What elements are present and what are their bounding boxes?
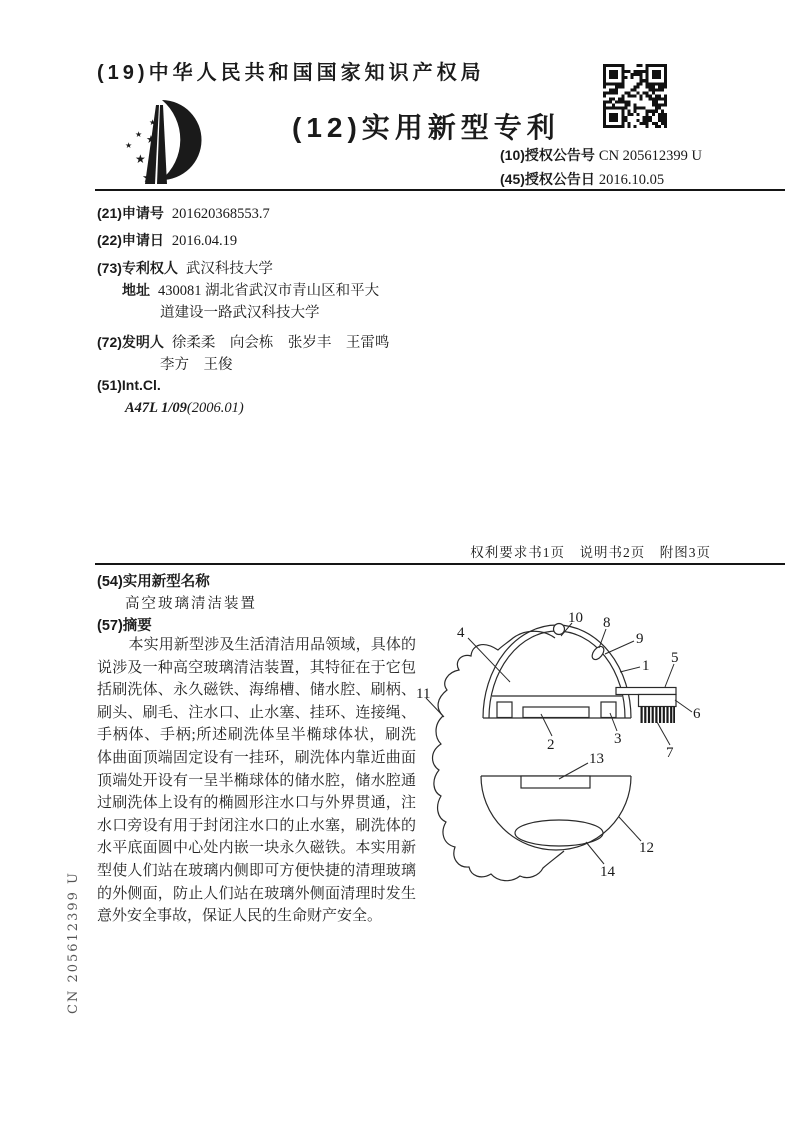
svg-text:★: ★ — [125, 141, 133, 150]
svg-text:★: ★ — [142, 171, 154, 186]
application-date-label: (22)申请日 — [97, 232, 164, 248]
figure-label-8: 8 — [603, 615, 611, 631]
svg-text:★: ★ — [135, 130, 143, 139]
figure-label-4: 4 — [457, 625, 465, 641]
inventors-line2: 李方 王俊 — [160, 357, 233, 373]
abstract-section-label: (57)摘要 — [97, 618, 152, 634]
figure-label-3: 3 — [614, 731, 622, 747]
address-line1: 430081 湖北省武汉市青山区和平大 — [158, 283, 380, 299]
figure-label-9: 9 — [636, 631, 644, 647]
application-date-row — [97, 230, 237, 250]
qr-code-icon — [603, 64, 667, 128]
figure-label-6: 6 — [693, 706, 701, 722]
pages-info: 权利要求书1页 说明书2页 附图3页 — [470, 545, 711, 560]
address-line2: 道建设一路武汉科技大学 — [160, 305, 320, 321]
pub-number-row — [500, 145, 702, 165]
figure-label-14: 14 — [600, 864, 615, 880]
pub-date-label: (45)授权公告日 — [500, 171, 595, 187]
application-number-row — [97, 203, 270, 223]
int-cl-year: (2006.01) — [186, 400, 244, 416]
header-divider — [95, 189, 785, 191]
svg-text:★: ★ — [146, 133, 156, 146]
int-cl-value-row — [125, 399, 244, 417]
abstract-text: 本实用新型涉及生活清洁用品领域，具体的说涉及一种高空玻璃清洁装置，其特征在于它包括刷洗体、永久磁铁、海绵槽、储水腔、刷柄、刷头、刷毛、注水口、止水塞、挂环、连接绳、手柄体、手柄;所述刷洗体呈半椭球体状，刷洗体曲面顶端固定设有一挂环，刷洗体内靠近曲面顶端处开设有一呈半椭球体的储水腔，储水腔通过刷洗体上设有的椭圆形注水口与外界贯通，注水口旁设有用于封闭注水口的止水塞，刷洗体的水平底面圆中心处内嵌一块永久磁铁。本实用新型使人们站在玻璃内侧即可方便快捷的清理玻璃的外侧面，防止人们站在玻璃外侧面清理时发生意外安全事故，保证人民的生命财产安全。 — [97, 637, 416, 925]
pub-date-row — [500, 169, 664, 189]
int-cl-label: (51)Int.Cl. — [97, 377, 161, 393]
pub-date-value: 2016.10.05 — [598, 172, 665, 188]
figure-label-5: 5 — [671, 650, 679, 666]
inventors-label: (72)发明人 — [97, 334, 164, 350]
patent-drawing — [413, 610, 713, 910]
pub-number-value: CN 205612399 U — [598, 148, 703, 164]
cnipa-logo-icon — [108, 96, 213, 188]
figure-label-2: 2 — [547, 737, 555, 753]
int-cl-row — [97, 377, 161, 395]
doc-kind-title: (12)实用新型专利 — [292, 112, 560, 143]
figure-label-13: 13 — [589, 751, 604, 767]
patentee-value: 武汉科技大学 — [185, 261, 273, 277]
figure-label-11: 11 — [416, 686, 431, 702]
patentee-row — [97, 257, 273, 278]
logo-graphic — [108, 96, 213, 188]
office-name: (19)中华人民共和国国家知识产权局 — [97, 62, 485, 84]
application-number-label: (21)申请号 — [97, 205, 164, 221]
address-label: 地址 — [122, 282, 150, 298]
address-row — [122, 279, 379, 300]
utility-model-title: 高空玻璃清洁装置 — [125, 596, 257, 612]
inventors-row — [97, 331, 389, 352]
application-number-value: 201620368553.7 — [171, 206, 270, 222]
int-cl-class: A47L 1/09 — [125, 400, 187, 416]
drawing-figure — [413, 610, 713, 910]
figure-label-12: 12 — [639, 840, 654, 856]
body-divider — [95, 563, 785, 565]
application-date-value: 2016.04.19 — [171, 233, 238, 249]
inventors-line1: 徐柔柔 向会栋 张岁丰 王雷鸣 — [171, 335, 390, 351]
patentee-label: (73)专利权人 — [97, 260, 178, 276]
svg-text:★: ★ — [135, 152, 146, 166]
brush-bristles — [641, 707, 676, 724]
figure-label-7: 7 — [666, 745, 674, 761]
pub-number-label: (10)授权公告号 — [500, 147, 595, 163]
svg-text:★: ★ — [149, 118, 157, 127]
figure-label-10: 10 — [568, 610, 583, 626]
figure-label-1: 1 — [642, 658, 650, 674]
title-section-label: (54)实用新型名称 — [97, 574, 210, 590]
spine-publication-number: CN 205612399 U — [66, 871, 81, 1014]
